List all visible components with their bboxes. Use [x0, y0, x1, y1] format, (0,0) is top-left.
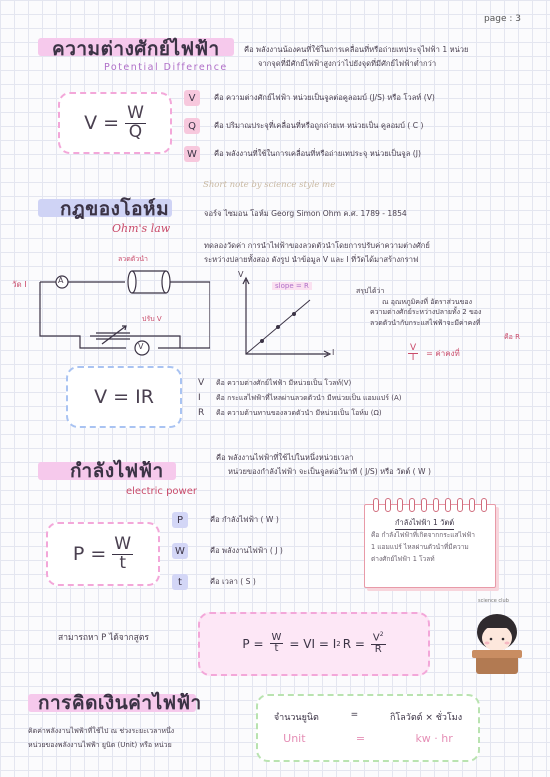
- power-equation-box: [198, 612, 430, 676]
- ring-binding: [445, 498, 451, 512]
- rheostat-label: ปรับ V: [142, 315, 162, 323]
- graph-y-label: V: [238, 270, 244, 279]
- eq-mid: = VI = I: [289, 636, 337, 651]
- note-line: ต่างศักย์ไฟฟ้า 1 โวลท์: [371, 555, 435, 563]
- potential-desc-2: จากจุดที่มีศักย์ไฟฟ้าสูงกว่าไปยังจุดที่มีศักย์ไฟฟ้าต่ำกว่า: [258, 59, 437, 68]
- var-text: คือ ความต้านทานของลวดตัวนำ มีหน่วยเป็น โอห์ม (Ω): [216, 409, 382, 417]
- ohm-var-list: [198, 378, 401, 423]
- potential-subtitle: Potential Difference: [104, 62, 228, 73]
- eq-p: P =: [242, 636, 264, 651]
- power-desc-2: หน่วยของกำลังไฟฟ้า จะเป็นจูลต่อวินาที ( J/S) หรือ วัตต์ ( W ): [228, 467, 431, 476]
- bill-row-a: จำนวนยูนิต: [273, 713, 319, 723]
- bill-row: [258, 710, 478, 724]
- circuit-wire: [40, 282, 126, 348]
- eq-fraction: [371, 632, 386, 655]
- var-row: [172, 512, 283, 528]
- summary-line: ณ อุณหภูมิคงที่ อัตราส่วนของ: [382, 297, 473, 306]
- potential-var-list: [184, 90, 435, 162]
- eq-fraction: [270, 633, 284, 655]
- page-number: page : 3: [484, 14, 521, 24]
- power-formula-den: t: [119, 552, 127, 573]
- ohm-formula: V = IR: [94, 386, 154, 408]
- var-row: [184, 146, 435, 162]
- ring-binding: [421, 498, 427, 512]
- var-symbol: V: [198, 378, 205, 388]
- bill-desc-2: หน่วยของพลังงานไฟฟ้า ยูนิต (Unit) หรือ หน่วย: [28, 741, 172, 749]
- ohm-graph: [236, 270, 346, 366]
- power-formula-num: W: [114, 533, 132, 554]
- ohm-subtitle: Ohm's law: [112, 222, 171, 235]
- var-symbol: P: [172, 512, 188, 528]
- eq-sq1: 2: [336, 639, 341, 648]
- var-row: [198, 378, 401, 393]
- graph-point: [292, 312, 296, 316]
- note-line: 1 แอมแปร์ ไหลผ่านตัวนำที่มีความ: [371, 543, 469, 551]
- bill-row-a: Unit: [283, 732, 306, 745]
- eq-v: V: [372, 632, 380, 644]
- ring-binding: [481, 498, 487, 512]
- power-formula-box: [46, 522, 160, 586]
- ring-binding: [469, 498, 475, 512]
- ring-binding: [433, 498, 439, 512]
- ohm-circuit-diagram: [12, 248, 210, 358]
- var-row: [172, 543, 283, 559]
- wire-label: ลวดตัวนำ: [118, 255, 148, 263]
- var-symbol: t: [172, 574, 188, 590]
- ammeter-label: วัด I: [12, 280, 27, 289]
- formula-num: W: [127, 102, 144, 123]
- bill-title: การคิดเงินค่าไฟฟ้า: [38, 692, 202, 714]
- var-symbol: W: [172, 543, 188, 559]
- ring-binding: [385, 498, 391, 512]
- power-formula-fraction: [112, 533, 133, 573]
- eq-t: t: [274, 643, 279, 655]
- summary-line: ลวดตัวนำกับกระแสไฟฟ้าจะมีค่าคงที่: [370, 318, 481, 327]
- bill-desc-1: คิดค่าพลังงานไฟฟ้าที่ใช้ไป ณ ช่วงระยะเวลาหนึ่ง: [28, 727, 175, 735]
- var-symbol: I: [198, 393, 201, 403]
- ring-binding: [457, 498, 463, 512]
- conductor-cylinder: [128, 271, 136, 293]
- ammeter-symbol: A: [58, 276, 64, 285]
- summary-den: I: [411, 353, 415, 364]
- ohm-title: กฎของโอห์ม: [60, 198, 170, 220]
- sticker-text: science club: [478, 598, 509, 604]
- bill-row-b: kw · hr: [415, 732, 453, 745]
- var-text: คือ เวลา ( S ): [210, 577, 256, 586]
- graph-axes: [246, 280, 328, 354]
- var-symbol: R: [198, 408, 205, 418]
- var-row: [184, 90, 435, 106]
- var-symbol: Q: [184, 118, 200, 134]
- bill-row: [258, 732, 478, 745]
- formula-left: V =: [84, 112, 120, 134]
- ohm-formula-box: [66, 366, 182, 428]
- ohm-experiment-1: ทดลองวัดค่า การนำไฟฟ้าของลวดตัวนำโดยการปรับค่าความต่างศักย์: [204, 241, 430, 250]
- power-formula-left: P =: [72, 543, 107, 565]
- bill-row-eq: =: [355, 732, 366, 745]
- var-text: คือ ความต่างศักย์ไฟฟ้า มีหน่วยเป็น โวลท์(V): [216, 379, 352, 387]
- power-var-list: [172, 512, 283, 590]
- summary-fraction: [408, 344, 418, 364]
- var-text: คือ ปริมาณประจุที่เคลื่อนที่หรือถูกถ่ายเท หน่วยเป็น คูลอมบ์ ( C ): [214, 121, 424, 130]
- var-symbol: W: [184, 146, 200, 162]
- summary-num: V: [410, 343, 417, 353]
- var-text: คือ พลังงานที่ใช้ในการเคลื่อนที่หรือถ่ายเทประจุ หน่วยเป็นจูล (J): [214, 149, 421, 158]
- var-row: [198, 393, 401, 408]
- graph-slope-label: slope = R: [272, 282, 312, 290]
- summary-fraction-row: [408, 344, 460, 364]
- potential-desc-1: คือ พลังงานน้องคนที่ใช้ในการเคลื่อนที่หรือถ่ายเทประจุไฟฟ้า 1 หน่วย: [244, 45, 469, 54]
- graph-x-label: I: [332, 348, 335, 357]
- power-note-card: [364, 504, 496, 588]
- note-title: กำลังไฟฟ้า 1 วัตต์: [395, 517, 454, 530]
- graph-point: [276, 325, 280, 329]
- ohm-author: จอร์จ ไซมอน โอห์ม Georg Simon Ohm ค.ศ. 1789 - 1854: [204, 209, 407, 218]
- var-symbol: V: [184, 90, 200, 106]
- ohm-summary: [356, 286, 506, 328]
- bill-row-b: กิโลวัตต์ × ชั่วโมง: [389, 713, 463, 723]
- ring-binding: [373, 498, 379, 512]
- ring-binding: [409, 498, 415, 512]
- power-subtitle: electric power: [126, 486, 197, 497]
- var-text: คือ พลังงานไฟฟ้า ( J ): [210, 546, 283, 555]
- eq-w: W: [271, 631, 282, 643]
- var-text: คือ กำลังไฟฟ้า ( W ): [210, 515, 279, 524]
- summary-eq: = ค่าคงที่: [426, 349, 460, 359]
- var-row: [198, 408, 401, 423]
- voltmeter-symbol: V: [138, 342, 144, 351]
- summary-r: คือ R: [504, 333, 520, 341]
- eq-sq2: 2: [379, 631, 384, 639]
- power-title: กำลังไฟฟ้า: [70, 460, 164, 482]
- formula-fraction: [125, 102, 146, 142]
- bill-row-eq: =: [350, 710, 359, 720]
- potential-formula-box: [58, 92, 172, 154]
- watermark-text: Short note by science style me: [203, 180, 336, 190]
- eq-r: R =: [342, 636, 365, 651]
- cute-character-sticker: [462, 598, 532, 684]
- power-desc-1: คือ พลังงานไฟฟ้าที่ใช้ไปในหนึ่งหน่วยเวลา: [216, 453, 354, 462]
- summary-line: ความต่างศักย์ระหว่างปลายทั้ง 2 ของ: [370, 308, 482, 316]
- note-line: คือ กำลังไฟฟ้าที่เกิดจากกระแสไฟฟ้า: [371, 531, 475, 539]
- power-find-label: สามารถหา P ได้จากสูตร: [58, 633, 149, 643]
- var-row: [184, 118, 435, 134]
- ring-binding: [397, 498, 403, 512]
- potential-title: ความต่างศักย์ไฟฟ้า: [52, 38, 220, 60]
- graph-point: [260, 339, 264, 343]
- eq-r2: R: [374, 644, 382, 656]
- power-equation: [242, 632, 385, 655]
- ohm-experiment-2: ระหว่างปลายทั้งสอง ดังรูป นำข้อมูล V และ I ที่วัดได้มาสร้างกราฟ: [204, 255, 419, 264]
- character-svg: [462, 598, 532, 684]
- summary-head: สรุปได้ว่า: [356, 287, 385, 295]
- var-row: [172, 574, 283, 590]
- var-text: คือ ความต่างศักย์ไฟฟ้า หน่วยเป็นจูลต่อคูลอมบ์ (J/S) หรือ โวลท์ (V): [214, 93, 435, 102]
- circuit-rheostat-arrow: [102, 326, 126, 344]
- bill-formula-box: [256, 694, 480, 762]
- var-text: คือ กระแสไฟฟ้าที่ไหลผ่านลวดตัวนำ มีหน่วยเป็น แอมแปร์ (A): [216, 394, 402, 402]
- formula-den: Q: [128, 121, 143, 142]
